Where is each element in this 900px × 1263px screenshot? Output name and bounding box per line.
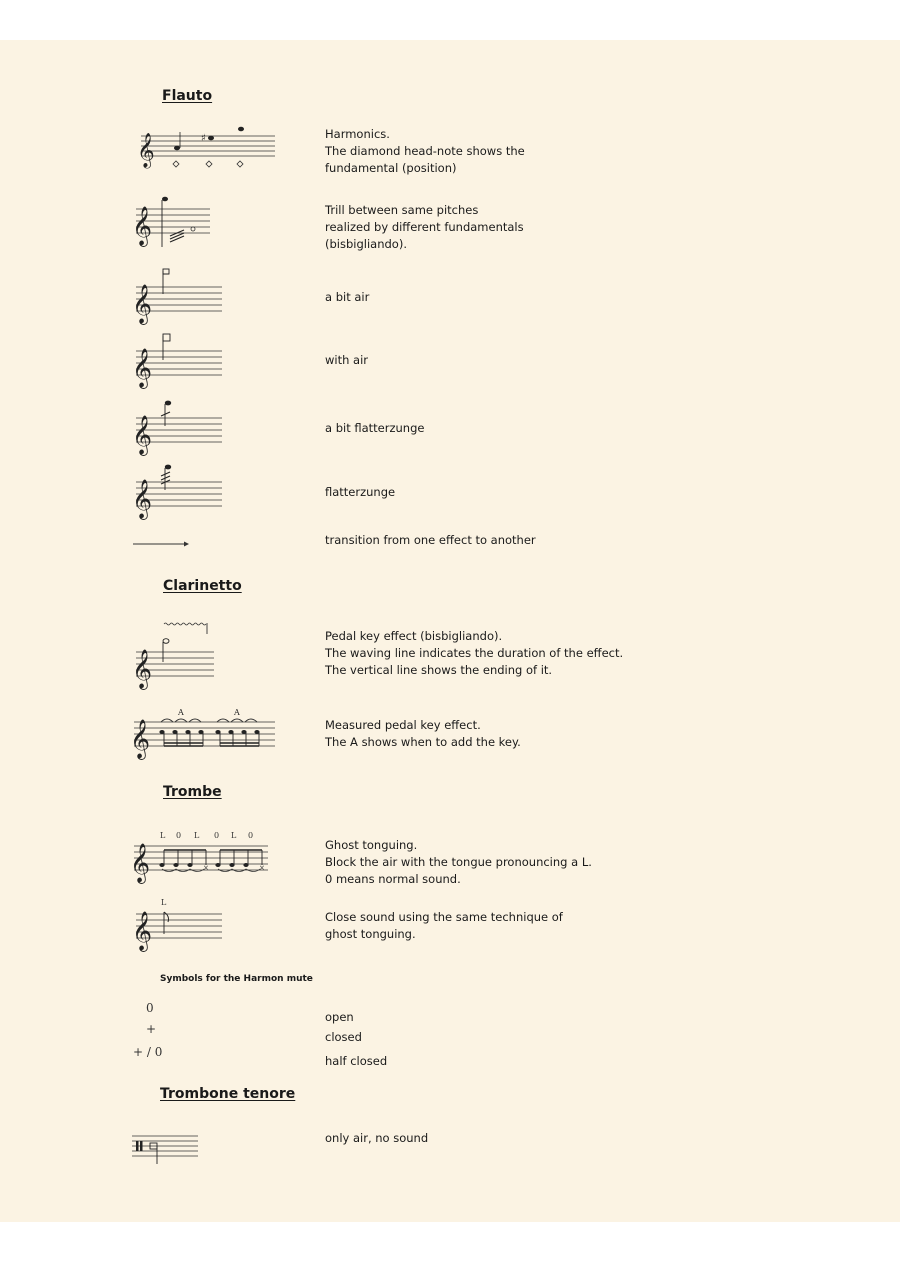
svg-text:𝄞: 𝄞 [137,133,155,168]
svg-text:𝄞: 𝄞 [132,206,153,246]
transition-arrow-icon [132,538,192,550]
harmon-mute-title: Symbols for the Harmon mute [160,974,313,984]
score-legend-page [0,40,900,1222]
desc-transition: transition from one effect to another [325,533,536,547]
close-sound-mark: L [161,898,167,907]
section-title-clarinetto: Clarinetto [163,578,242,594]
harmon-label-closed: closed [325,1030,362,1044]
svg-text:𝄞: 𝄞 [132,911,153,951]
notation-a-bit-flatterzunge [130,396,225,454]
svg-text:𝄞: 𝄞 [132,415,153,455]
ghost-mark: 0 [176,831,182,840]
notation-pedal-key-effect [130,618,220,689]
notation-harmonics [133,124,278,174]
desc-close-sound: Close sound using the same technique of ghost tonguing. [325,910,563,941]
section-title-trombe: Trombe [163,784,222,800]
desc-pedal-key-effect: Pedal key effect (bisbigliando). The waving line indicates the duration of the effect. The vertical line shows the ending of it. [325,629,624,677]
desc-a-bit-flatterzunge: a bit flatterzunge [325,421,425,435]
notation-flatterzunge [130,460,225,518]
desc-with-air: with air [325,353,369,367]
desc-bisbigliando-trill: Trill between same pitches realized by different fundamentals (bisbigliando). [325,203,524,251]
svg-text:𝄞: 𝄞 [132,348,153,388]
notation-only-air [130,1130,202,1170]
desc-harmonics: Harmonics. The diamond head-note shows the fundamental (position) [325,127,525,175]
notation-with-air [130,332,225,388]
svg-text:♯: ♯ [201,133,206,144]
harmon-symbol-open: 0 [146,1001,154,1015]
harmon-symbol-closed: + [146,1022,157,1036]
svg-text:𝄞: 𝄞 [132,649,153,689]
ghost-mark: 0 [248,831,254,840]
section-title-flauto: Flauto [162,88,213,104]
svg-text:𝄞: 𝄞 [130,843,151,883]
ghost-mark: L [160,831,166,840]
svg-text:×: × [259,864,265,872]
notation-bisbigliando-trill [130,192,215,252]
section-title-trombone-tenore: Trombone tenore [160,1086,296,1102]
desc-flatterzunge: flatterzunge [325,485,396,499]
ghost-mark: L [231,831,237,840]
notation-a-bit-air [130,266,225,322]
svg-text:×: × [203,864,209,872]
desc-ghost-tonguing: Ghost tonguing. Block the air with the tongue pronouncing a L. 0 means normal sound. [325,838,592,886]
notation-close-sound [130,896,225,951]
ghost-mark: L [194,831,200,840]
svg-text:𝄞: 𝄞 [132,479,153,519]
desc-a-bit-air: a bit air [325,290,370,304]
desc-measured-pedal-key: Measured pedal key effect. The A shows when to add the key. [325,718,521,749]
svg-text:𝄞: 𝄞 [130,719,151,759]
notation-measured-pedal-key [130,706,280,759]
ghost-mark: 0 [214,831,220,840]
pedal-key-mark-a: A [234,708,240,717]
harmon-symbol-half-closed: + / 0 [133,1045,163,1059]
pedal-key-mark-a: A [178,708,184,717]
harmon-label-open: open [325,1010,354,1024]
harmon-label-half-closed: half closed [325,1054,388,1068]
desc-only-air: only air, no sound [325,1131,429,1145]
notation-ghost-tonguing [130,830,272,883]
svg-text:𝄞: 𝄞 [132,284,153,324]
